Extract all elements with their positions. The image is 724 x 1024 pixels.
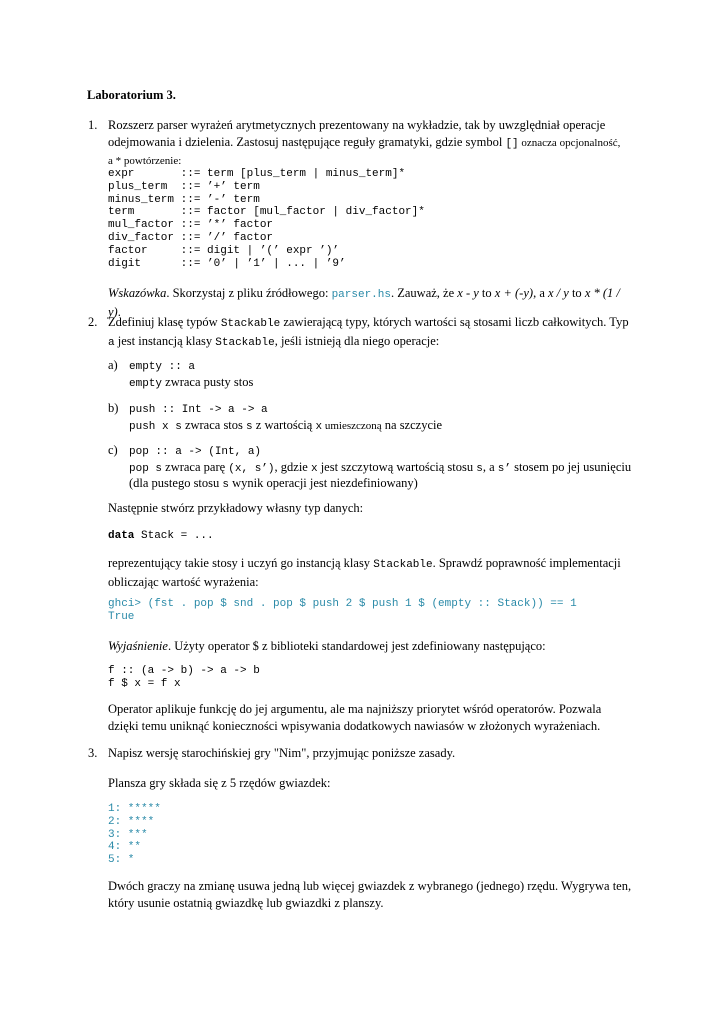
parser-file-link: parser.hs (331, 289, 391, 301)
task1-number: 1. (88, 118, 98, 132)
task2-next: Następnie stwórz przykładowy własny typ danych: (108, 501, 364, 515)
ghci-result: True (108, 611, 135, 623)
task3-board: Plansza gry składa się z 5 rzędów gwiazdek: (108, 776, 331, 790)
task2-explanation: Wyjaśnienie. Użyty operator $ z biblioteki standardowej jest zdefiniowany następująco: (108, 639, 546, 653)
task1-intro: Rozszerz parser wyrażeń arytmetycznych prezentowany na wykładzie, tak by uwzględniał operacje odejmowania i dzielenia. Zastosuj następujące reguły gramatyki, gdzie symbol [] oznacza opcjonalność, a * powtórzenie: (108, 118, 621, 167)
option-a-body: empty :: a empty zwraca pusty stos (129, 361, 254, 390)
nim-board-rows: 1: ***** 2: **** 3: *** 4: ** 5: * (108, 803, 161, 867)
task1-hint: Wskazówka. Skorzystaj z pliku źródłowego: parser.hs. Zauważ, że x - y to x + (-y), a x / y to x * (1 / y). (108, 286, 620, 319)
task2-intro: Zdefiniuj klasę typów Stackable zawierającą typy, których wartości są stosami liczb całkowitych. Typ a jest instancją klasy Stackable, jeśli istnieją dla niego operacje: (108, 315, 629, 349)
task3-intro: Napisz wersję starochińskiej gry "Nim", przyjmując poniższe zasady. (108, 746, 456, 760)
dollar-definition: f :: (a -> b) -> a -> b f $ x = f x (108, 665, 260, 690)
page-title: Laboratorium 3. (87, 88, 176, 102)
task2-representation: reprezentujący takie stosy i uczyń go instancją klasy Stackable. Sprawdź poprawność implementacji obliczając wartość wyrażenia: (108, 556, 621, 589)
task2-number: 2. (88, 315, 98, 329)
task3-rules: Dwóch graczy na zmianę usuwa jedną lub więcej gwiazdek z wybranego (jednego) rzędu. Wygrywa ten, który usunie ostatnią gwiazdkę lub gwiazdki z planszy. (108, 879, 632, 910)
option-b-letter: b) (108, 401, 119, 415)
task3-number: 3. (88, 746, 98, 760)
option-b-body: push :: Int -> a -> a push x s zwraca stos s z wartością x umieszczoną na szczycie (129, 404, 443, 433)
data-declaration: data Stack = ... (108, 530, 214, 542)
grammar-rules: expr ::= term [plus_term | minus_term]* plus_term ::= ’+’ term minus_term ::= ’-’ term term ::= factor [mul_factor | div_factor]* mul_factor ::= ’*’ factor div_factor ::= ’/’ factor factor ::= digit | ’(’ expr ’)’ digit ::= ’0’ | ’1’ | ... | ’9’ (108, 168, 425, 270)
option-c-body: pop :: a -> (Int, a) pop s zwraca parę (x, s’), gdzie x jest szczytową wartością stosu s, a s’ stosem po jej usunięciu (dla pustego stosu s wynik operacji jest niezdefiniowany) (129, 446, 632, 491)
task2-outro: Operator aplikuje funkcję do jej argumentu, ale ma najniższy priorytet wśród operatorów. Pozwala dzięki temu uniknąć konieczności wpisywania dodatkowych nawiasów w złożonych wyrażeniach. (108, 702, 602, 733)
option-a-letter: a) (108, 358, 118, 372)
ghci-command: ghci> (fst . pop $ snd . pop $ push 2 $ push 1 $ (empty :: Stack)) == 1 (108, 598, 577, 610)
option-c-letter: c) (108, 443, 118, 457)
